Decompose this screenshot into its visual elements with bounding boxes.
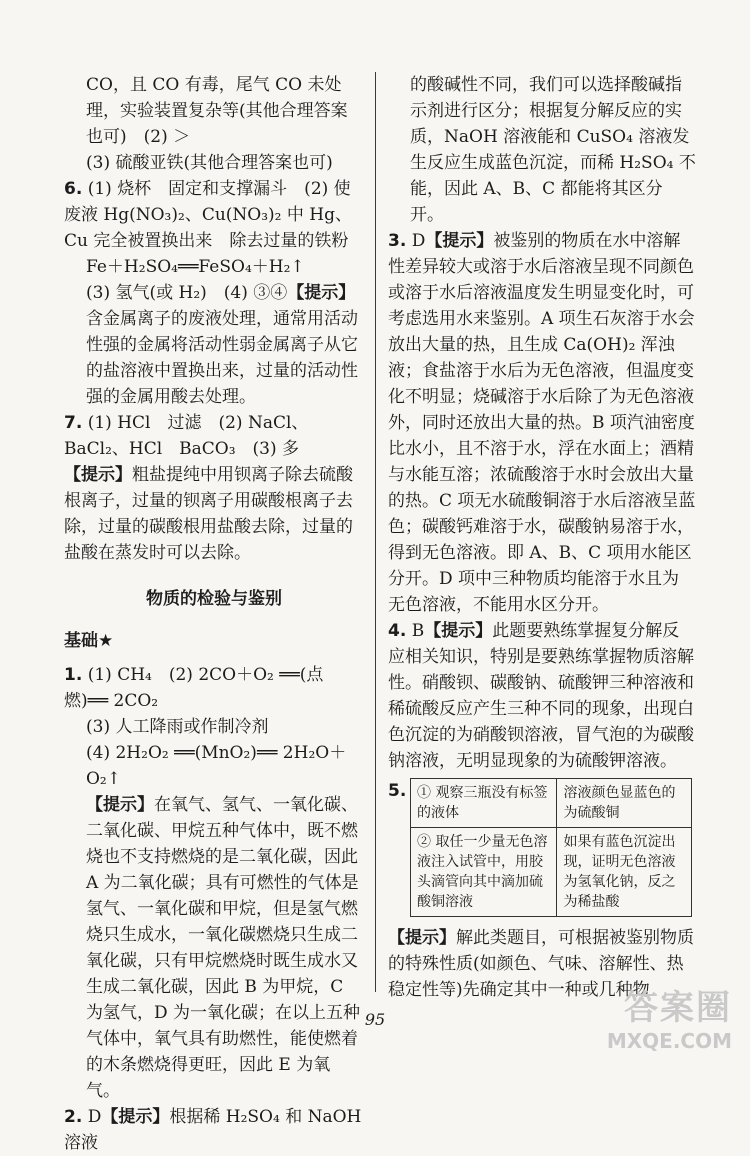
q3-hint-text: 被鉴别的物质在水中溶解性差异较大或溶于水后溶液呈现不同颜色或溶于水后溶液温度发生明显变化时，可考虑选用水来鉴别。A 项生石灰溶于水会放出大量的热，且生成 Ca(OH)₂ 浑浊液；食盐溶于水后为无色溶液，但温度变化不明显；烧碱溶于水后除了为无色溶液外，同时还放出大量的热。B 项汽油密度比水小，且不溶于水，浮在水面上；酒精与水能互溶；浓硫酸溶于水时会放出大量的热。C 项无水硫酸铜溶于水后溶液呈蓝色；碳酸钙难溶于水，碳酸钠易溶于水，得到无色溶液。即 A、B、C 项用水能区分开。D 项中三种物质均能溶于水且为无色溶液，不能用水区分开。 — [388, 231, 696, 615]
level-heading: 基础★ — [64, 631, 114, 651]
table-cell: ② 取任一少量无色溶液注入试管中，用胶头滴管向其中滴加硫酸铜溶液 — [411, 828, 557, 917]
q1-number: 1. — [64, 665, 83, 685]
question-3 — [388, 228, 696, 618]
q6-equation: Fe＋H₂SO₄══FeSO₄＋H₂↑ — [86, 257, 305, 277]
q5-number: 5. — [388, 781, 407, 801]
q5-hint-label: 【提示】 — [388, 928, 456, 948]
q7-answer: (1) HCl 过滤 (2) NaCl、BaCl₂、HCl BaCO₃ (3) 多 — [64, 413, 309, 459]
q3-number: 3. — [388, 231, 407, 251]
q7-number: 7. — [64, 413, 83, 433]
q2-hint-label: 【提示】 — [101, 1107, 170, 1127]
question-4 — [388, 618, 696, 774]
q1-hint-text: 在氧气、氢气、一氧化碳、二氧化碳、甲烷五种气体中，既不燃烧也不支持燃烧的是二氧化碳，因此 A 为二氧化碳；具有可燃性的气体是氢气、一氧化碳和甲烷，但是氢气燃烧只生成水，一氧化碳燃烧只生成二氧化碳，只有甲烷燃烧时既生成水又生成二氧化碳，因此 B 为甲烷，C 为氢气，D 为一氧化碳；在以上五种气体中，氧气具有助燃性，能使燃着的木条燃烧得更旺，因此 E 为氧气。 — [86, 795, 361, 1101]
q2-number: 2. — [64, 1107, 83, 1127]
right-column — [388, 72, 696, 1003]
q6-line-1: (1) 烧杯 固定和支撑漏斗 (2) 使废液 Hg(NO₃)₂、Cu(NO₃)₂ 中 Hg、Cu 完全被置换出来 除去过量的铁粉 — [64, 179, 352, 251]
q3-hint-label: 【提示】 — [425, 231, 494, 251]
q3-answer: D — [411, 231, 426, 251]
question-2 — [64, 1104, 364, 1156]
q5-prev-continuation: CO，且 CO 有毒，尾气 CO 未处理，实验装置复杂等(其他合理答案也可) (2) ＞ — [86, 75, 348, 147]
q4-hint-label: 【提示】 — [424, 621, 493, 641]
question-1 — [64, 662, 364, 1104]
q1-hint-label: 【提示】 — [86, 795, 154, 815]
section-title: 物质的检验与鉴别 — [146, 589, 282, 609]
q1-line-2: (3) 人工降雨或作制冷剂 — [86, 717, 269, 737]
left-column — [64, 72, 364, 1156]
question-6 — [64, 176, 364, 410]
q7-hint-text: 粗盐提纯中用钡离子除去硫酸根离子，过量的钡离子用碳酸根离子去除，过量的碳酸根用盐酸去除，过量的盐酸在蒸发时可以去除。 — [64, 465, 353, 563]
q2-continuation: 的酸碱性不同，我们可以选择酸碱指示剂进行区分；根据复分解反应的实质，NaOH 溶液能和 CuSO₄ 溶液发生反应生成蓝色沉淀，而稀 H₂SO₄ 不能，因此 A、B、C 都能将其区分开。 — [410, 75, 696, 225]
q1-line-3: (4) 2H₂O₂ ══(MnO₂)══ 2H₂O＋O₂↑ — [86, 743, 347, 789]
q6-number: 6. — [64, 179, 83, 199]
q5-table — [410, 778, 692, 917]
q5-prev-part3: (3) 硫酸亚铁(其他合理答案也可) — [86, 153, 333, 173]
q2-hint-text: 根据稀 H₂SO₄ 和 NaOH 溶液 — [64, 1107, 362, 1153]
q4-answer: B — [411, 621, 425, 641]
q6-hint-text: 含金属离子的废液处理，通常用活动性强的金属将活动性弱金属离子从它的盐溶液中置换出来，过量的活动性强的金属用酸去处理。 — [86, 309, 358, 407]
q4-hint-text: 此题要熟练掌握复分解反应相关知识，特别是要熟练掌握物质溶解性。硝酸钡、碳酸钠、硫酸钾三种溶液和稀硫酸反应产生三种不同的现象，出现白色沉淀的为硝酸钡溶液，冒气泡的为碳酸钠溶液，无明显现象的为硫酸钾溶液。 — [388, 621, 694, 771]
table-cell: 如果有蓝色沉淀出现，证明无色溶液为氢氧化钠，反之为稀盐酸 — [557, 828, 692, 917]
question-7 — [64, 410, 364, 566]
q2-answer: D — [87, 1107, 102, 1127]
watermark-logo — [607, 980, 732, 1053]
q6-hint-label: 【提示】 — [287, 283, 356, 303]
watermark-text: 答案圈 — [624, 988, 732, 1028]
q4-number: 4. — [388, 621, 407, 641]
q7-hint-label: 【提示】 — [64, 465, 132, 485]
table-row — [411, 779, 692, 828]
q5-hint-text: 解此类题目，可根据被鉴别物质的特殊性质(如颜色、气味、溶解性、热稳定性等)先确定其中一种或几种物 — [388, 928, 694, 1000]
page-number: 95 — [364, 1010, 386, 1029]
q6-line-3: (3) 氢气(或 H₂) (4) ③④ — [86, 283, 288, 303]
table-cell: 溶液颜色显蓝色的为硫酸铜 — [557, 779, 692, 828]
table-row — [411, 828, 692, 917]
column-divider — [375, 72, 376, 992]
table-cell: ① 观察三瓶没有标签的液体 — [411, 779, 557, 828]
q1-line-1: (1) CH₄ (2) 2CO＋O₂ ══(点燃)══ 2CO₂ — [64, 665, 324, 711]
watermark-url: MXQE.COM — [606, 1029, 732, 1053]
question-5 — [388, 778, 696, 1003]
